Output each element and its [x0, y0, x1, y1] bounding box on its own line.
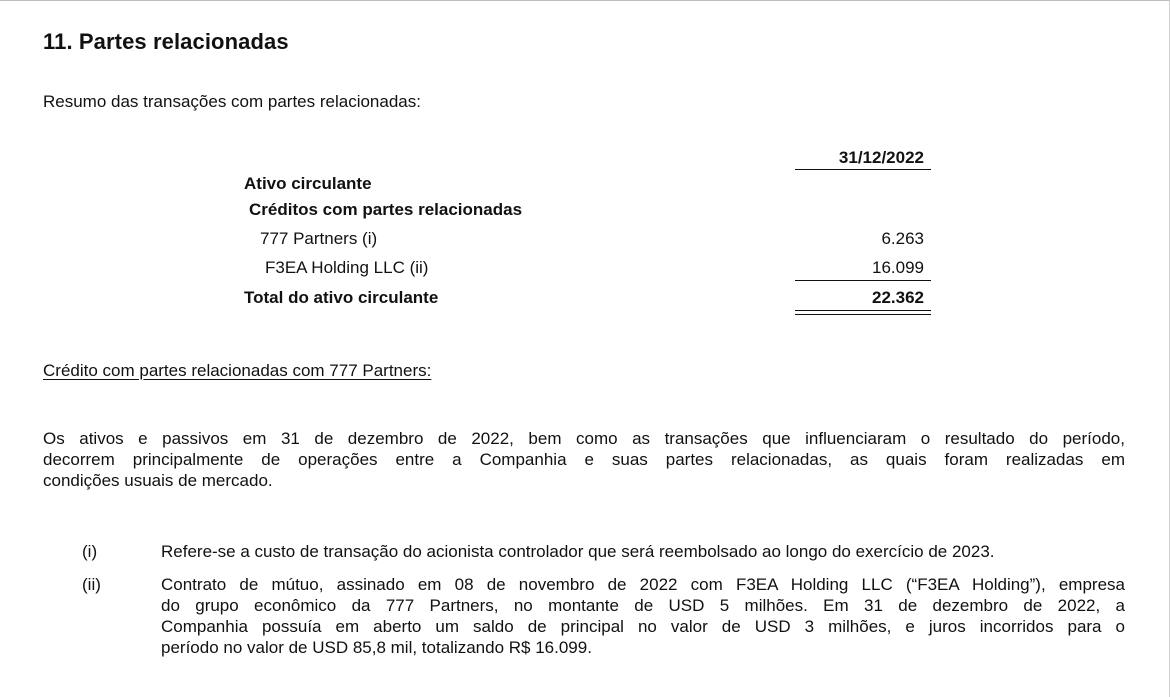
subtotal-rule: [795, 280, 931, 281]
footnote-line: Contrato de mútuo, assinado em 08 de novembro de 2022 com F3EA Holding LLC (“F3EA Holding”), empresa: [161, 575, 1125, 594]
sub-heading: Créditos com partes relacionadas: [249, 200, 523, 219]
group-heading: Ativo circulante: [244, 174, 372, 193]
intro-text: Resumo das transações com partes relacionadas:: [43, 92, 421, 111]
body-paragraph: [43, 428, 1125, 491]
credit-subheading: Crédito com partes relacionadas com 777 Partners:: [43, 361, 432, 380]
row-label: F3EA Holding LLC (ii): [265, 258, 429, 277]
page-top-border: [0, 0, 1170, 1]
header-underline: [795, 169, 931, 170]
paragraph-line: decorrem principalmente de operações entre a Companhia e suas partes relacionadas, as quais foram realizadas em: [43, 450, 1125, 469]
total-value: 22.362: [872, 288, 924, 307]
row-value: 6.263: [881, 229, 924, 248]
footnote-line: Companhia possuía em aberto um saldo de principal no valor de USD 3 milhões, e juros incorridos para o: [161, 617, 1125, 636]
total-label: Total do ativo circulante: [244, 288, 439, 307]
footnote-label: (ii): [82, 575, 101, 594]
footnote-line: período no valor de USD 85,8 mil, totalizando R$ 16.099.: [161, 638, 592, 657]
footnote-line: Refere-se a custo de transação do acionista controlador que será reembolsado ao longo do exercício de 2023.: [161, 542, 995, 561]
footnote-line: do grupo econômico da 777 Partners, no montante de USD 5 milhões. Em 31 de dezembro de 2022, a: [161, 596, 1125, 615]
footnote-text: [161, 574, 1125, 658]
total-double-rule-top: [795, 310, 931, 311]
footnote-text: [161, 541, 1125, 562]
row-label: 777 Partners (i): [260, 229, 378, 248]
paragraph-line: Os ativos e passivos em 31 de dezembro de 2022, bem como as transações que influenciaram o resultado do período,: [43, 429, 1125, 448]
row-value: 16.099: [872, 258, 924, 277]
paragraph-line: condições usuais de mercado.: [43, 471, 273, 490]
section-title: 11. Partes relacionadas: [43, 29, 289, 54]
total-double-rule-bottom: [795, 314, 931, 315]
footnote-label: (i): [82, 542, 98, 561]
column-header-date: 31/12/2022: [838, 148, 924, 167]
